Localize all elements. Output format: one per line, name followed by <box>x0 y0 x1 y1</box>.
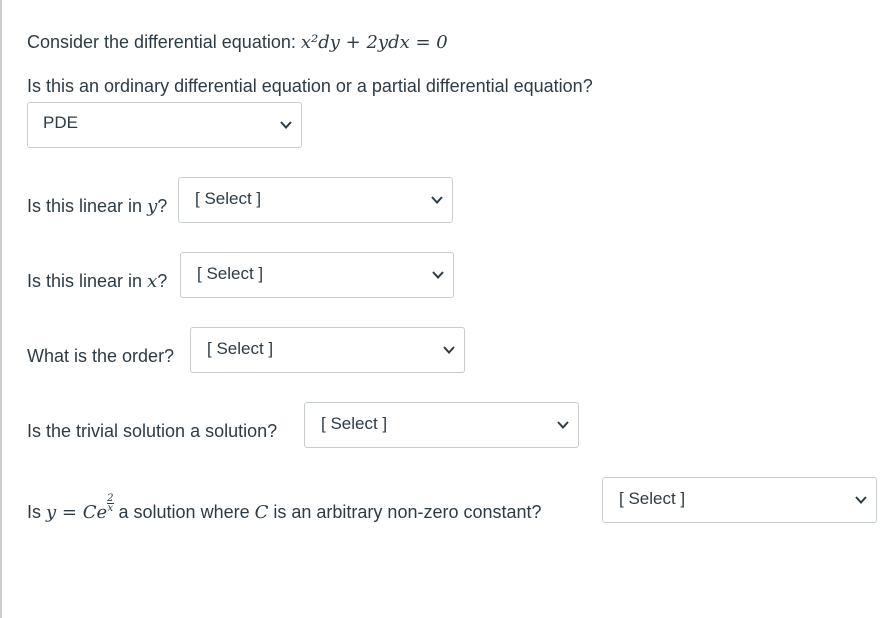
linear-y-select-value: [ Select ] <box>195 189 262 208</box>
intro-text: Consider the differential equation: <box>27 32 301 52</box>
left-border <box>0 0 2 618</box>
ode-pde-select-value: PDE <box>43 113 78 132</box>
order-select-value: [ Select ] <box>207 339 274 358</box>
trivial-solution-select[interactable] <box>304 402 579 448</box>
order-select[interactable] <box>190 327 465 373</box>
question-general-solution-expr: y = Ce <box>46 502 108 523</box>
question-order: What is the order? <box>27 346 175 366</box>
question-general-solution-end: is an arbitrary non-zero constant? <box>268 502 542 522</box>
exponent-denominator: x <box>107 503 114 514</box>
chevron-down-icon <box>279 118 293 132</box>
question-linear-x-var: x <box>147 271 158 292</box>
general-solution-select-value: [ Select ] <box>619 489 686 508</box>
question-linear-x <box>27 269 167 294</box>
question-linear-y-mark: ? <box>157 196 168 216</box>
question-general-solution-middle: a solution where <box>113 502 255 522</box>
linear-x-select[interactable] <box>180 252 454 298</box>
linear-x-select-value: [ Select ] <box>197 264 264 283</box>
chevron-down-icon <box>431 268 445 282</box>
question-general-solution <box>27 494 542 525</box>
question-ode-pde: Is this an ordinary differential equation or a partial differential equation? <box>27 76 593 96</box>
question-general-solution-prefix: Is <box>27 502 47 522</box>
chevron-down-icon <box>430 193 444 207</box>
chevron-down-icon <box>442 343 456 357</box>
chevron-down-icon <box>854 493 868 507</box>
intro-line <box>27 30 448 55</box>
exponent-numerator: 2 <box>107 493 114 504</box>
question-general-solution-const: C <box>254 502 269 523</box>
chevron-down-icon <box>556 418 570 432</box>
general-solution-select[interactable] <box>602 477 877 523</box>
ode-pde-select[interactable] <box>27 102 302 148</box>
linear-y-select[interactable] <box>178 177 453 223</box>
question-linear-x-mark: ? <box>157 271 168 291</box>
question-linear-y-var: y <box>147 196 158 217</box>
intro-equation: x²dy + 2ydx = 0 <box>300 32 448 53</box>
trivial-solution-select-value: [ Select ] <box>321 414 388 433</box>
question-trivial-solution: Is the trivial solution a solution? <box>27 421 278 441</box>
question-linear-y <box>27 194 167 219</box>
question-linear-x-text: Is this linear in <box>27 271 148 291</box>
question-linear-y-text: Is this linear in <box>27 196 148 216</box>
